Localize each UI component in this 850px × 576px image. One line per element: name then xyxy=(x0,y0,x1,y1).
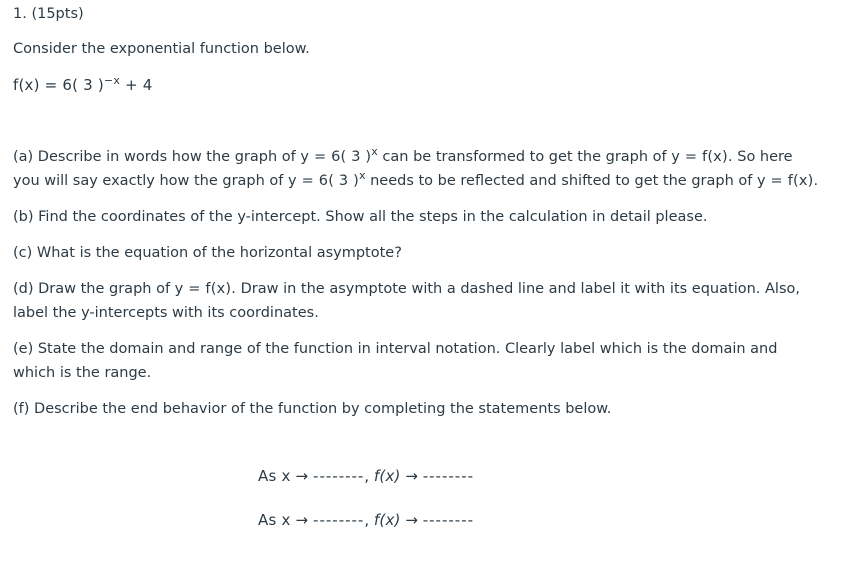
part-a-text-2: you will say exactly how the graph of xyxy=(13,173,289,189)
part-a-math-target-2: y = f(x). xyxy=(756,173,819,189)
part-a-text-mid-2: needs to be reflected and shifted to get the graph of xyxy=(365,173,757,189)
end-behavior-fx: f(x) xyxy=(373,467,401,485)
end-behavior-blank-fx[interactable]: -------- xyxy=(422,511,475,529)
end-behavior-blank-x[interactable]: -------- xyxy=(313,511,365,529)
end-behavior-blank-fx[interactable]: -------- xyxy=(422,467,475,485)
end-behavior-row-2 xyxy=(258,509,474,531)
part-b: (b) Find the coordinates of the y-intercept. Show all the steps in the calculation in detail please. xyxy=(13,209,708,225)
part-a-text-post: So here xyxy=(732,149,793,165)
part-a-line-2 xyxy=(13,170,818,192)
function-definition xyxy=(13,74,153,96)
part-e-line-2: which is the range. xyxy=(13,365,152,381)
part-c: (c) What is the equation of the horizontal asymptote? xyxy=(13,245,402,261)
part-a-math-exponent: x xyxy=(371,145,378,158)
part-a-math-base: y = 6( 3 ) xyxy=(300,149,372,165)
end-behavior-as: As x → xyxy=(258,467,309,485)
part-a-text: (a) Describe in words how the graph of xyxy=(13,149,301,165)
end-behavior-as: As x → xyxy=(258,511,309,529)
part-d-line-2: label the y-intercepts with its coordinates. xyxy=(13,305,319,321)
problem-header: 1. (15pts) xyxy=(13,6,84,22)
part-a-math-exponent-2: x xyxy=(358,169,366,182)
part-e-line-1: (e) State the domain and range of the function in interval notation. Clearly label which is the domain and xyxy=(13,341,778,357)
function-tail: + 4 xyxy=(120,76,153,94)
end-behavior-comma: , xyxy=(364,511,370,529)
end-behavior-blank-x[interactable]: -------- xyxy=(313,467,365,485)
problem-intro: Consider the exponential function below. xyxy=(13,41,310,57)
part-a-line-1 xyxy=(13,146,793,168)
part-a-text-mid: can be transformed to get the graph of xyxy=(377,149,672,165)
part-d-text-post: Draw in the asymptote with a dashed line and label it with its equation. Also, xyxy=(236,281,800,297)
function-main: f(x) = 6( 3 ) xyxy=(13,76,104,94)
part-d-line-1 xyxy=(13,278,800,300)
part-a-math-base-2: y = 6( 3 ) xyxy=(288,173,359,189)
part-d-text: (d) Draw the graph of xyxy=(13,281,175,297)
end-behavior-arrow: → xyxy=(405,467,418,485)
end-behavior-row-1 xyxy=(258,465,474,487)
part-d-math: y = f(x). xyxy=(174,281,237,297)
end-behavior-fx: f(x) xyxy=(373,511,401,529)
end-behavior-comma: , xyxy=(364,467,370,485)
end-behavior-arrow: → xyxy=(405,511,418,529)
question-page xyxy=(13,0,833,576)
part-a-math-target: y = f(x). xyxy=(671,149,733,165)
part-f: (f) Describe the end behavior of the function by completing the statements below. xyxy=(13,401,612,417)
function-exponent: −x xyxy=(103,74,121,87)
